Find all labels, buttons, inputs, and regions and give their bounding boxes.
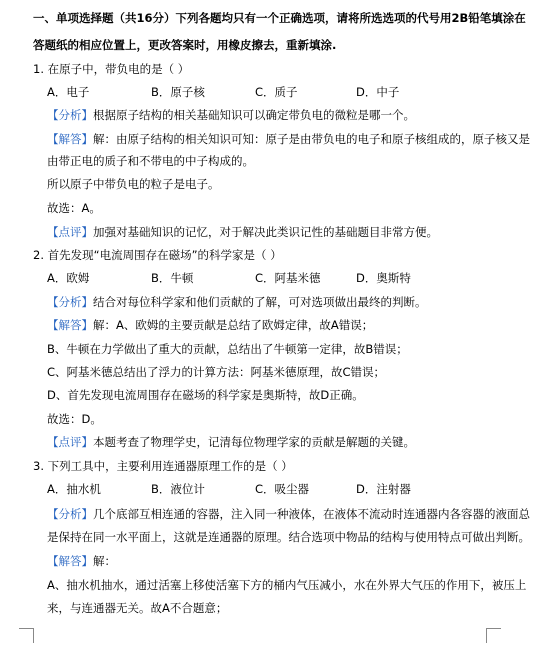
page-corner-mark-right <box>486 628 501 643</box>
q3-option-b: B．液位计 <box>151 482 205 496</box>
q3-analysis-line-2: 是保持在同一水平面上，这就是连通器的原理。结合选项中物品的结构与使用特点可做出判断。 <box>47 530 530 544</box>
analysis-tag: 【分析】 <box>47 108 93 122</box>
comment-tag: 【点评】 <box>47 225 93 239</box>
q1-comment <box>47 224 438 240</box>
q3-answer <box>47 553 116 569</box>
comment-tag: 【点评】 <box>47 435 93 449</box>
comment-text: 加强对基础知识的记忆，对于解决此类识记性的基础题目非常方便。 <box>93 225 438 239</box>
q3-option-a: A．抽水机 <box>47 482 101 496</box>
analysis-text: 结合对每位科学家和他们贡献的了解，可对选项做出最终的判断。 <box>93 295 427 309</box>
q1-option-b: B．原子核 <box>151 85 205 99</box>
q1-stem: 1. 在原子中，带负电的是（ ） <box>33 62 190 76</box>
q2-comment <box>47 434 415 450</box>
q3-stem: 3. 下列工具中，主要利用连通器原理工作的是（ ） <box>33 459 293 473</box>
section-header-line-2: 答题纸的相应位置上，更改答案时，用橡皮擦去，重新填涂. <box>33 38 337 52</box>
analysis-text: 几个底部互相连通的容器，注入同一种液体，在液体不流动时连通器内各容器的液面总 <box>93 507 530 521</box>
analysis-tag: 【分析】 <box>47 295 93 309</box>
q3-answer-line-3: 来，与连通器无关。故A不合题意； <box>47 601 228 615</box>
q1-answer-line-4: 故选：A。 <box>47 201 101 215</box>
section-header-line-1: 一、单项选择题（共16分）下列各题均只有一个正确选项，请将所选选项的代号用2B铅笔填涂在 <box>33 11 526 25</box>
q1-option-c: C．质子 <box>255 85 298 99</box>
q2-analysis <box>47 294 427 310</box>
q2-stem: 2. 首先发现“电流周围存在磁场”的科学家是（ ） <box>33 248 282 262</box>
q2-answer-line-3: C、阿基米德总结出了浮力的计算方法：阿基米德原理，故C错误； <box>47 365 386 379</box>
q2-option-c: C．阿基米德 <box>255 271 321 285</box>
q2-answer-line-2: B、牛顿在力学做出了重大的贡献，总结出了牛顿第一定律，故B错误； <box>47 342 408 356</box>
q2-option-d: D．奥斯特 <box>356 271 411 285</box>
q2-answer-line-5: 故选：D。 <box>47 412 102 426</box>
q2-option-a: A．欧姆 <box>47 271 90 285</box>
q3-option-d: D．注射器 <box>356 482 411 496</box>
q3-option-c: C．吸尘器 <box>255 482 310 496</box>
q1-answer <box>47 131 530 147</box>
answer-tag: 【解答】 <box>47 318 93 332</box>
answer-tag: 【解答】 <box>47 554 93 568</box>
analysis-text: 根据原子结构的相关基础知识可以确定带负电的微粒是哪一个。 <box>93 108 415 122</box>
q3-analysis <box>47 506 530 522</box>
answer-text: 解：由原子结构的相关知识可知：原子是由带负电的电子和原子核组成的，原子核又是 <box>93 132 530 146</box>
answer-tag: 【解答】 <box>47 132 93 146</box>
q1-option-a: A．电子 <box>47 85 90 99</box>
q2-answer-line-4: D、首先发现电流周围存在磁场的科学家是奥斯特，故D正确。 <box>47 388 364 402</box>
q1-answer-line-3: 所以原子中带负电的粒子是电子。 <box>47 177 220 191</box>
q2-option-b: B．牛顿 <box>151 271 194 285</box>
comment-text: 本题考查了物理学史，记清每位物理学家的贡献是解题的关键。 <box>93 435 415 449</box>
q1-option-d: D．中子 <box>356 85 400 99</box>
answer-text: 解： <box>93 554 116 568</box>
answer-text: 解：A、欧姆的主要贡献是总结了欧姆定律，故A错误； <box>93 318 374 332</box>
analysis-tag: 【分析】 <box>47 507 93 521</box>
q1-answer-line-2: 由带正电的质子和不带电的中子构成的。 <box>47 154 254 168</box>
q2-answer <box>47 317 373 333</box>
page-corner-mark-left <box>19 628 34 643</box>
q1-analysis <box>47 107 415 123</box>
q3-answer-line-2: A、抽水机抽水，通过活塞上移使活塞下方的桶内气压减小，水在外界大气压的作用下，被压上 <box>47 578 527 592</box>
